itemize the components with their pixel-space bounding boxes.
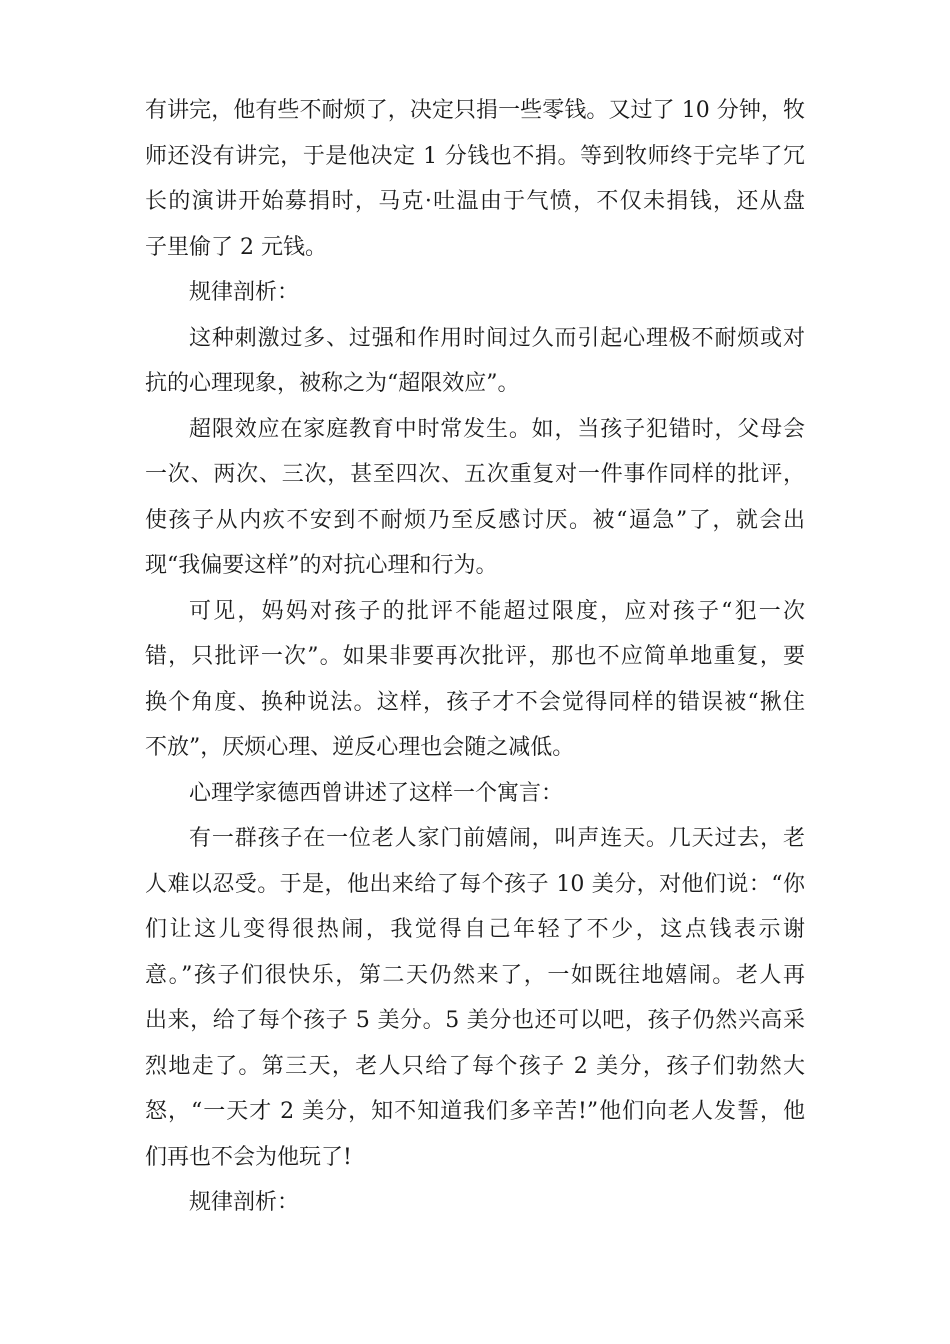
text-line: 抗的心理现象，被称之为“超限效应”。: [145, 371, 520, 396]
text-line: 有一群孩子在一位老人家门前嬉闹，叫声连天。几天过去，老: [189, 826, 805, 851]
text-line: 规律剖析：: [189, 1190, 300, 1215]
text-line: 超限效应在家庭教育中时常发生。如，当孩子犯错时，父母会: [189, 416, 805, 442]
text-line: 一次、两次、三次，甚至四次、五次重复对一件事作同样的批评，: [145, 462, 805, 487]
text-line: 可见，妈妈对孩子的批评不能超过限度，应对孩子“犯一次: [189, 598, 805, 624]
text-line: 规律剖析：: [189, 280, 300, 305]
text-line: 烈地走了。第三天，老人只给了每个孩子 2 美分，孩子们勃然大: [145, 1053, 805, 1079]
text-line: 意。”孩子们很快乐，第二天仍然来了，一如既往地嬉闹。老人再: [145, 962, 805, 988]
text-line: 子里偷了 2 元钱。: [145, 234, 327, 260]
text-line: 不放”，厌烦心理、逆反心理也会随之减低。: [145, 735, 575, 760]
text-line: 有讲完，他有些不耐烦了，决定只捐一些零钱。又过了 10 分钟，牧: [145, 98, 805, 123]
paragraph: [145, 407, 805, 589]
paragraph: [145, 816, 805, 1180]
text-line: 们再也不会为他玩了!: [145, 1144, 352, 1170]
paragraph: [145, 88, 805, 270]
paragraph: [145, 771, 805, 817]
text-line: 长的演讲开始募捐时，马克·吐温由于气愤，不仅未捐钱，还从盘: [145, 189, 805, 214]
text-line: 人难以忍受。于是，他出来给了每个孩子 10 美分，对他们说：“你: [145, 871, 805, 897]
text-line: 现“我偏要这样”的对抗心理和行为。: [145, 553, 498, 578]
text-line: 错，只批评一次”。如果非要再次批评，那也不应简单地重复，要: [145, 644, 805, 669]
paragraph: [145, 316, 805, 407]
text-line: 出来，给了每个孩子 5 美分。5 美分也还可以吧，孩子仍然兴高采: [145, 1008, 805, 1033]
text-line: 换个角度、换种说法。这样，孩子才不会觉得同样的错误被“揪住: [145, 689, 805, 715]
text-line: 们让这儿变得很热闹，我觉得自己年轻了不少，这点钱表示谢: [145, 917, 805, 942]
text-line: 心理学家德西曾讲述了这样一个寓言：: [189, 780, 564, 806]
paragraph: [145, 270, 805, 316]
text-line: 师还没有讲完，于是他决定 1 分钱也不捐。等到牧师终于完毕了冗: [145, 143, 805, 169]
text-line: 使孩子从内疚不安到不耐烦乃至反感讨厌。被“逼急”了，就会出: [145, 507, 805, 533]
document-body: [145, 88, 805, 1226]
text-line: 这种刺激过多、过强和作用时间过久而引起心理极不耐烦或对: [189, 325, 805, 351]
paragraph: [145, 589, 805, 771]
text-line: 怒，“一天才 2 美分，知不知道我们多辛苦!”他们向老人发誓，他: [145, 1099, 805, 1124]
paragraph: [145, 1180, 805, 1226]
